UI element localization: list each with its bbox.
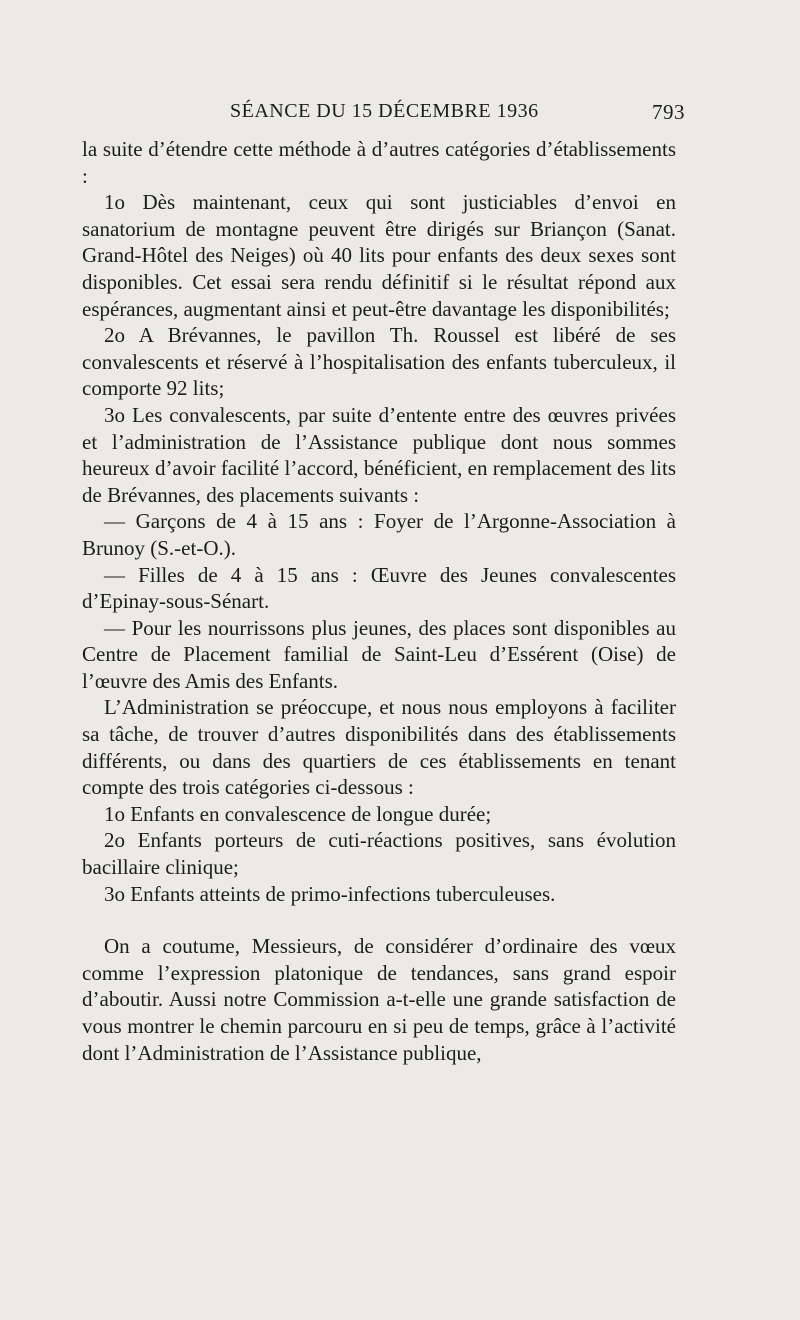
paragraph: 3o Les convalescents, par suite d’entente entre des œuvres privées et l’administration de l’Assistance publique dont nous sommes heureux d’avoir facilité l’accord, bénéficient, en remplacement des lits de Brévannes, des placements suivants :: [82, 402, 676, 507]
paragraph: 1o Enfants en convalescence de longue durée;: [104, 801, 492, 826]
paragraph: 2o A Brévannes, le pavillon Th. Roussel est libéré de ses convalescents et réservé à l’hospitalisation des enfants tuberculeux, il comporte 92 lits;: [82, 323, 676, 401]
paragraph: 1o Dès maintenant, ceux qui sont justiciables d’envoi en sanatorium de montagne peuvent être dirigés sur Briançon (Sanat. Grand-Hôtel des Neiges) où 40 lits pour enfants des deux sexes sont disponibles. Cet essai sera rendu définitif si le résultat répond aux espérances, augmentant ainsi et peut-être davantage les disponibilités;: [82, 190, 676, 321]
body-text: [82, 136, 676, 1066]
paragraph: — Filles de 4 à 15 ans : Œuvre des Jeunes convalescentes d’Epinay-sous-Sénart.: [82, 562, 676, 614]
paragraph: 3o Enfants atteints de primo-infections tuberculeuses.: [104, 881, 556, 906]
paragraph: On a coutume, Messieurs, de considérer d’ordinaire des vœux comme l’expression platonique de tendances, sans grand espoir d’aboutir. Aussi notre Commission a-t-elle une grande satisfaction de vous montrer le chemin parcouru en si peu de temps, grâce à l’activité dont l’Administration de l’Assistance publique,: [82, 934, 676, 1065]
running-title: SÉANCE DU 15 DÉCEMBRE 1936: [230, 100, 539, 122]
running-header: [230, 100, 685, 130]
paragraph: 2o Enfants porteurs de cuti-réactions positives, sans évolution bacillaire clinique;: [82, 828, 676, 880]
paragraph: la suite d’étendre cette méthode à d’autres catégories d’établissements :: [82, 137, 676, 188]
paragraph: — Pour les nourrissons plus jeunes, des places sont disponibles au Centre de Placement familial de Saint-Leu d’Essérent (Oise) de l’œuvre des Amis des Enfants.: [82, 615, 676, 693]
page-number: 793: [652, 100, 685, 124]
paragraph: L’Administration se préoccupe, et nous nous employons à faciliter sa tâche, de trouver d’autres disponibilités dans des établissements différents, ou dans des quartiers de ces établissements en tenant compte des trois catégories ci-dessous :: [82, 695, 676, 800]
paragraph: — Garçons de 4 à 15 ans : Foyer de l’Argonne-Association à Brunoy (S.-et-O.).: [82, 509, 676, 560]
